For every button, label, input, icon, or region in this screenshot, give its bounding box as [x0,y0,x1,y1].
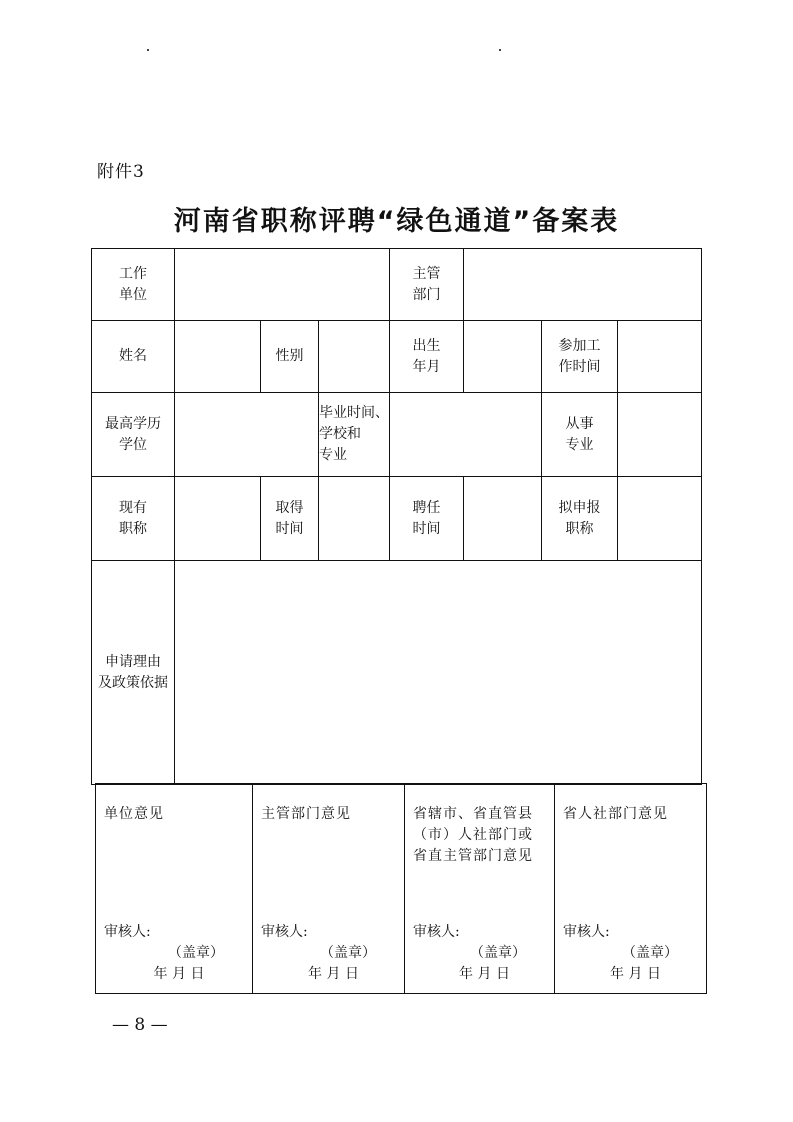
current-title-field[interactable] [175,477,261,561]
work-start-field[interactable] [618,321,702,393]
obtained-time-label: 取得 时间 [261,477,319,561]
scan-dot-right [499,49,501,51]
graduation-label: 毕业时间、 学校和 专业 [319,393,390,477]
supervising-dept-label: 主管 部门 [390,249,464,321]
work-unit-field[interactable] [175,249,390,321]
seal-label: （盖章） [470,945,526,961]
planned-title-field[interactable] [618,477,702,561]
name-label: 姓名 [92,321,175,393]
name-field[interactable] [175,321,261,393]
gender-label: 性别 [261,321,319,393]
date-label: 年 月 日 [610,966,661,982]
graduation-field[interactable] [390,393,542,477]
planned-title-label: 拟申报 职称 [542,477,618,561]
appointed-time-label: 聘任 时间 [390,477,464,561]
seal-label: （盖章） [168,945,224,961]
appointed-time-field[interactable] [464,477,542,561]
filing-form-table [91,248,702,785]
gender-field[interactable] [319,321,390,393]
current-title-label: 现有 职称 [92,477,175,561]
opinion-title: 单位意见 [104,806,164,822]
opinion-title: 主管部门意见 [261,806,351,822]
form-title: 河南省职称评聘“绿色通道”备案表 [173,206,620,237]
seal-label: （盖章） [320,945,376,961]
birth-label: 出生 年月 [390,321,464,393]
scan-dot-left [147,49,149,51]
date-label: 年 月 日 [153,966,205,982]
reviewer-label: 审核人: [563,924,610,940]
field-label: 从事 专业 [542,393,618,477]
date-label: 年 月 日 [308,966,359,982]
province-hr-opinion-cell[interactable] [555,784,707,994]
supervising-dept-field[interactable] [464,249,702,321]
city-hr-opinion-cell[interactable] [405,784,555,994]
reason-field[interactable] [175,561,702,785]
opinions-table [95,783,707,994]
page-number: — 8 — [112,1015,168,1035]
date-label: 年 月 日 [459,966,510,982]
field-field[interactable] [618,393,702,477]
work-unit-label: 工作 单位 [92,249,175,321]
attachment-label: 附件3 [97,162,145,182]
reviewer-label: 审核人: [413,924,460,940]
obtained-time-field[interactable] [319,477,390,561]
seal-label: （盖章） [622,945,678,961]
education-label: 最高学历 学位 [92,393,175,477]
reviewer-label: 审核人: [261,924,308,940]
unit-opinion-cell[interactable] [96,784,253,994]
education-field[interactable] [175,393,319,477]
work-start-label: 参加工 作时间 [542,321,618,393]
birth-field[interactable] [464,321,542,393]
reason-label: 申请理由 及政策依据 [92,561,175,785]
opinion-title: 省人社部门意见 [563,806,668,822]
opinion-title: 省辖市、省直管县（市）人社部门或省直主管部门意见 [413,806,533,864]
reviewer-label: 审核人: [104,924,151,940]
supervising-dept-opinion-cell[interactable] [253,784,405,994]
